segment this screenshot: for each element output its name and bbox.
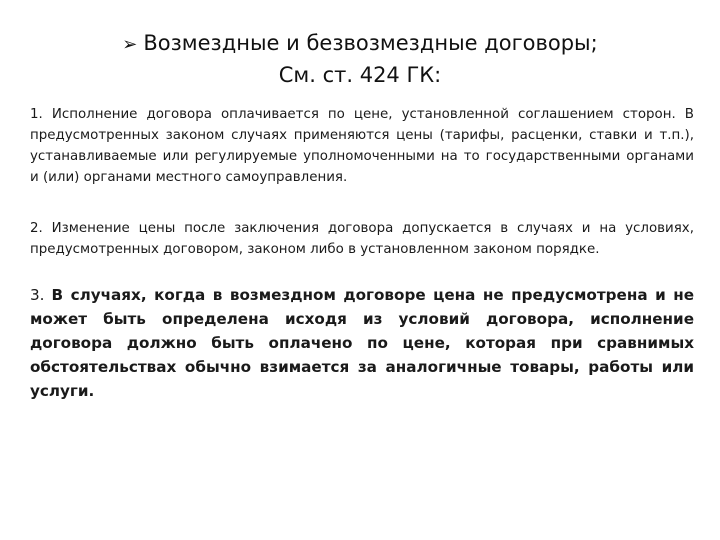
paragraph-3-text: В случаях, когда в возмездном договоре цена не предусмотрена и не может быть определена исходя из условий договора, исполнение договора должно быть оплачено по цене, которая при сравнимых обстоятельствах обычно взимается за аналогичные товары, работы или услуги. (30, 286, 694, 400)
paragraph-1: 1. Исполнение договора оплачивается по цене, установленной соглашением сторон. В предусмотренных законом случаях применяются цены (тарифы, расценки, ставки и т.п.), устанавливаемые или регулируемые уполномоченными на то государственными органами и (или) органами местного самоуправления. (30, 107, 694, 185)
arrow-bullet-icon: ➢ (122, 34, 138, 55)
slide-subtitle: См. ст. 424 ГК: (278, 63, 442, 87)
title-text: Возмездные и безвозмездные договоры; (143, 31, 598, 55)
paragraph-3 (30, 283, 694, 403)
slide-title (0, 28, 720, 60)
paragraph-2: 2. Изменение цены после заключения договора допускается в случаях и на условиях, предусмотренных договором, законом либо в установленном законом порядке. (30, 221, 694, 257)
title-block (0, 28, 720, 90)
paragraph-3-number: 3. (30, 286, 52, 304)
